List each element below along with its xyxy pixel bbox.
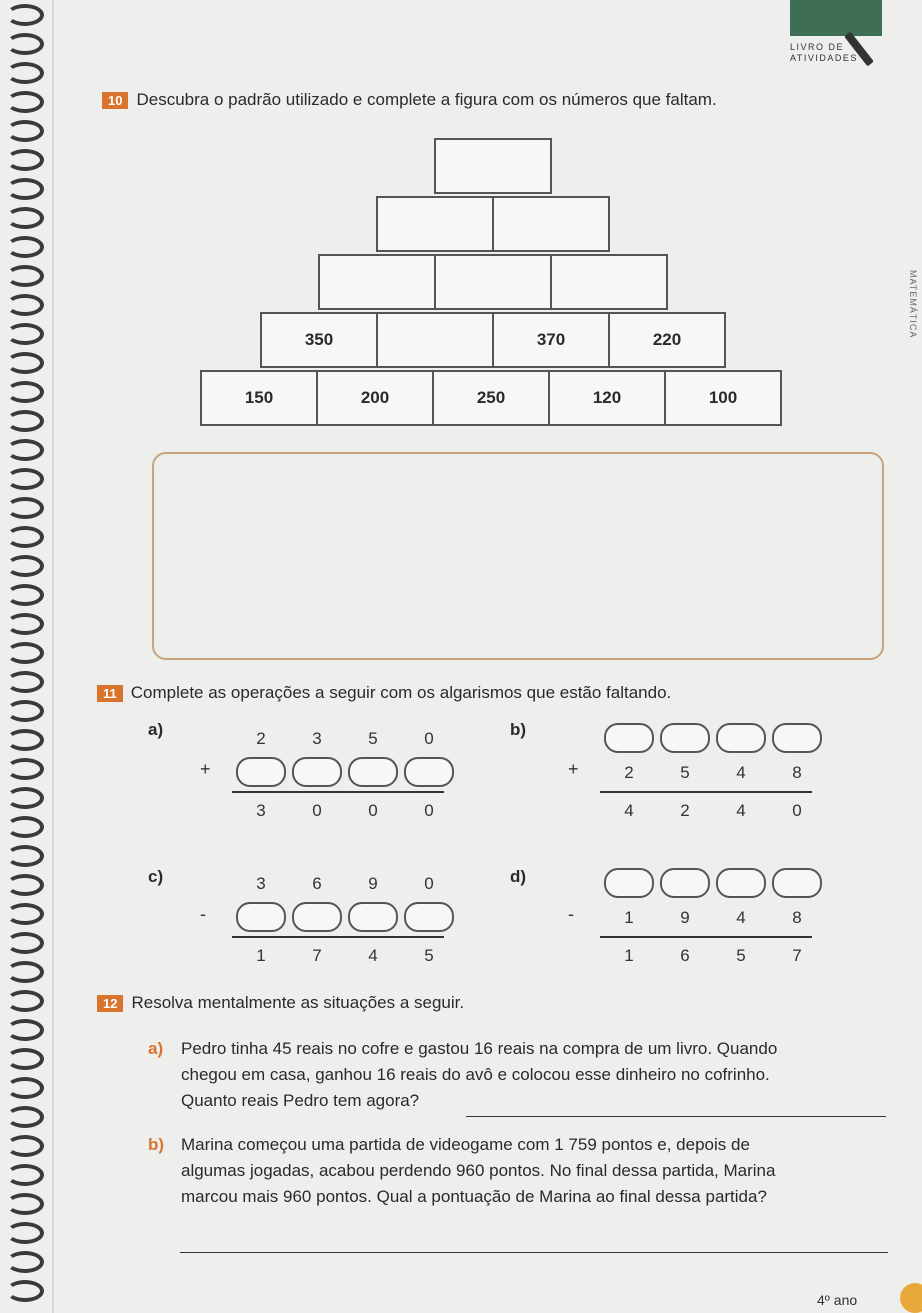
pyramid-cell: 120 [548,370,666,426]
q10-text: Descubra o padrão utilizado e complete a figura com os números que faltam. [136,90,717,109]
digit: 1 [624,908,634,927]
digit-blank-box[interactable] [236,902,286,932]
spiral-ring [6,120,44,142]
digit-blank-box[interactable] [348,757,398,787]
digit: 2 [680,801,690,820]
digit: 1 [624,946,634,965]
header-line1: LIVRO DE [790,42,845,52]
spiral-ring [6,381,44,403]
q12-title [97,993,464,1013]
digit: 0 [424,874,434,893]
pyramid-blank-cell[interactable] [318,254,436,310]
pyramid-cell: 200 [316,370,434,426]
spiral-ring [6,816,44,838]
spiral-ring [6,555,44,577]
spiral-ring [6,1222,44,1244]
operator-sign: - [200,904,206,924]
operation-label: a) [148,720,164,739]
digit-blank-box[interactable] [404,902,454,932]
spiral-ring [6,352,44,374]
q12-a-line: chegou em casa, ganhou 16 reais do avô e colocou esse dinheiro no cofrinho. [181,1065,770,1084]
spiral-ring [6,671,44,693]
q10-title [102,90,717,110]
operation-label: c) [148,867,164,886]
q12-b-line: Marina começou uma partida de videogame com 1 759 pontos e, depois de [181,1135,750,1154]
q12-b-line: marcou mais 960 pontos. Qual a pontuação de Marina ao final dessa partida? [181,1187,767,1206]
spiral-ring [6,845,44,867]
side-tab: MATEMÁTICA [908,270,918,339]
margin-line [52,0,54,1313]
digit-blank-box[interactable] [716,723,766,753]
spiral-ring [6,700,44,722]
digit: 2 [256,729,266,748]
spiral-ring [6,1280,44,1302]
q12-a-answer-line[interactable] [466,1116,886,1117]
q12-number: 12 [97,995,123,1012]
spiral-ring [6,323,44,345]
spiral-ring [6,874,44,896]
digit: 5 [736,946,746,965]
digit: 9 [680,908,690,927]
digit: 6 [312,874,322,893]
spiral-ring [6,990,44,1012]
digit: 3 [312,729,322,748]
footer-grade: 4º ano [817,1292,858,1308]
digit-blank-box[interactable] [292,902,342,932]
digit: 4 [736,763,746,782]
q12-a-label: a) [148,1039,164,1058]
digit-blank-box[interactable] [604,868,654,898]
spiral-ring [6,33,44,55]
spiral-ring [6,1135,44,1157]
digit: 3 [256,874,266,893]
spiral-ring [6,584,44,606]
q11-title [97,683,671,703]
q12-b-line: algumas jogadas, acabou perdendo 960 pontos. No final dessa partida, Marina [181,1161,776,1180]
spiral-ring [6,410,44,432]
pyramid-blank-cell[interactable] [434,138,552,194]
header-badge-text [790,42,858,64]
spiral-ring [6,1077,44,1099]
spiral-ring [6,236,44,258]
operation-label: b) [510,720,527,739]
operator-sign: + [200,759,211,779]
digit: 0 [792,801,802,820]
digit: 4 [736,801,746,820]
q12-item-a [148,1036,163,1062]
pyramid-cell: 370 [492,312,610,368]
spiral-ring [6,526,44,548]
digit-blank-box[interactable] [716,868,766,898]
pyramid-cell: 250 [432,370,550,426]
pyramid-blank-cell[interactable] [492,196,610,252]
operation-label: d) [510,867,527,886]
digit: 0 [424,729,434,748]
digit: 5 [424,946,434,965]
spiral-ring [6,497,44,519]
digit: 6 [680,946,690,965]
q12-a-text [181,1036,777,1114]
q12-b-label: b) [148,1135,165,1154]
header-line2: ATIVIDADES [790,53,858,63]
spiral-ring [6,62,44,84]
sum-line [600,791,812,793]
spiral-ring [6,1193,44,1215]
spiral-ring [6,903,44,925]
digit-blank-box[interactable] [348,902,398,932]
q11-text: Complete as operações a seguir com os algarismos que estão faltando. [130,683,672,702]
digit: 7 [312,946,322,965]
spiral-ring [6,4,44,26]
q11-number: 11 [97,685,123,702]
spiral-ring [6,1019,44,1041]
digit: 3 [256,801,266,820]
spiral-ring [6,265,44,287]
digit: 0 [424,801,434,820]
spiral-ring [6,1048,44,1070]
digit: 4 [624,801,634,820]
operator-sign: + [568,759,579,779]
digit: 4 [368,946,378,965]
q12-a-line: Quanto reais Pedro tem agora? [181,1091,420,1110]
q12-text: Resolva mentalmente as situações a seguir. [131,993,465,1012]
digit-blank-box[interactable] [772,723,822,753]
digit: 2 [624,763,634,782]
spiral-ring [6,1251,44,1273]
spiral-ring [6,613,44,635]
pyramid-cell: 100 [664,370,782,426]
spiral-ring [6,1106,44,1128]
digit-blank-box[interactable] [404,757,454,787]
digit: 8 [792,763,802,782]
sum-line [600,936,812,938]
spiral-ring [6,149,44,171]
spiral-ring [6,787,44,809]
digit-blank-box[interactable] [604,723,654,753]
q12-item-b [148,1132,164,1158]
digit: 0 [368,801,378,820]
spiral-ring [6,932,44,954]
digit-blank-box[interactable] [236,757,286,787]
pyramid-cell: 350 [260,312,378,368]
spiral-binding [0,0,52,1313]
digit: 8 [792,908,802,927]
digit: 5 [368,729,378,748]
spiral-ring [6,294,44,316]
sum-line [232,791,444,793]
spiral-ring [6,961,44,983]
digit-blank-box[interactable] [660,868,710,898]
digit-blank-box[interactable] [660,723,710,753]
spiral-ring [6,439,44,461]
answer-area[interactable] [152,452,884,660]
q12-b-answer-line[interactable] [180,1252,888,1253]
digit-blank-box[interactable] [772,868,822,898]
spiral-ring [6,729,44,751]
digit: 5 [680,763,690,782]
pyramid-blank-cell[interactable] [550,254,668,310]
q12-a-line: Pedro tinha 45 reais no cofre e gastou 16 reais na compra de um livro. Quando [181,1039,778,1058]
header-badge [790,0,882,36]
digit: 0 [312,801,322,820]
digit: 1 [256,946,266,965]
spiral-ring [6,468,44,490]
digit: 9 [368,874,378,893]
operator-sign: - [568,904,574,924]
spiral-ring [6,642,44,664]
digit-blank-box[interactable] [292,757,342,787]
spiral-ring [6,207,44,229]
digit: 4 [736,908,746,927]
spiral-ring [6,91,44,113]
pyramid-blank-cell[interactable] [376,196,494,252]
digit: 7 [792,946,802,965]
pyramid-blank-cell[interactable] [376,312,494,368]
spiral-ring [6,178,44,200]
q10-number: 10 [102,92,128,109]
page-corner-marker [900,1283,922,1313]
spiral-ring [6,1164,44,1186]
pyramid-cell: 220 [608,312,726,368]
spiral-ring [6,758,44,780]
pyramid-cell: 150 [200,370,318,426]
sum-line [232,936,444,938]
pyramid-blank-cell[interactable] [434,254,552,310]
q12-b-text [181,1132,775,1210]
